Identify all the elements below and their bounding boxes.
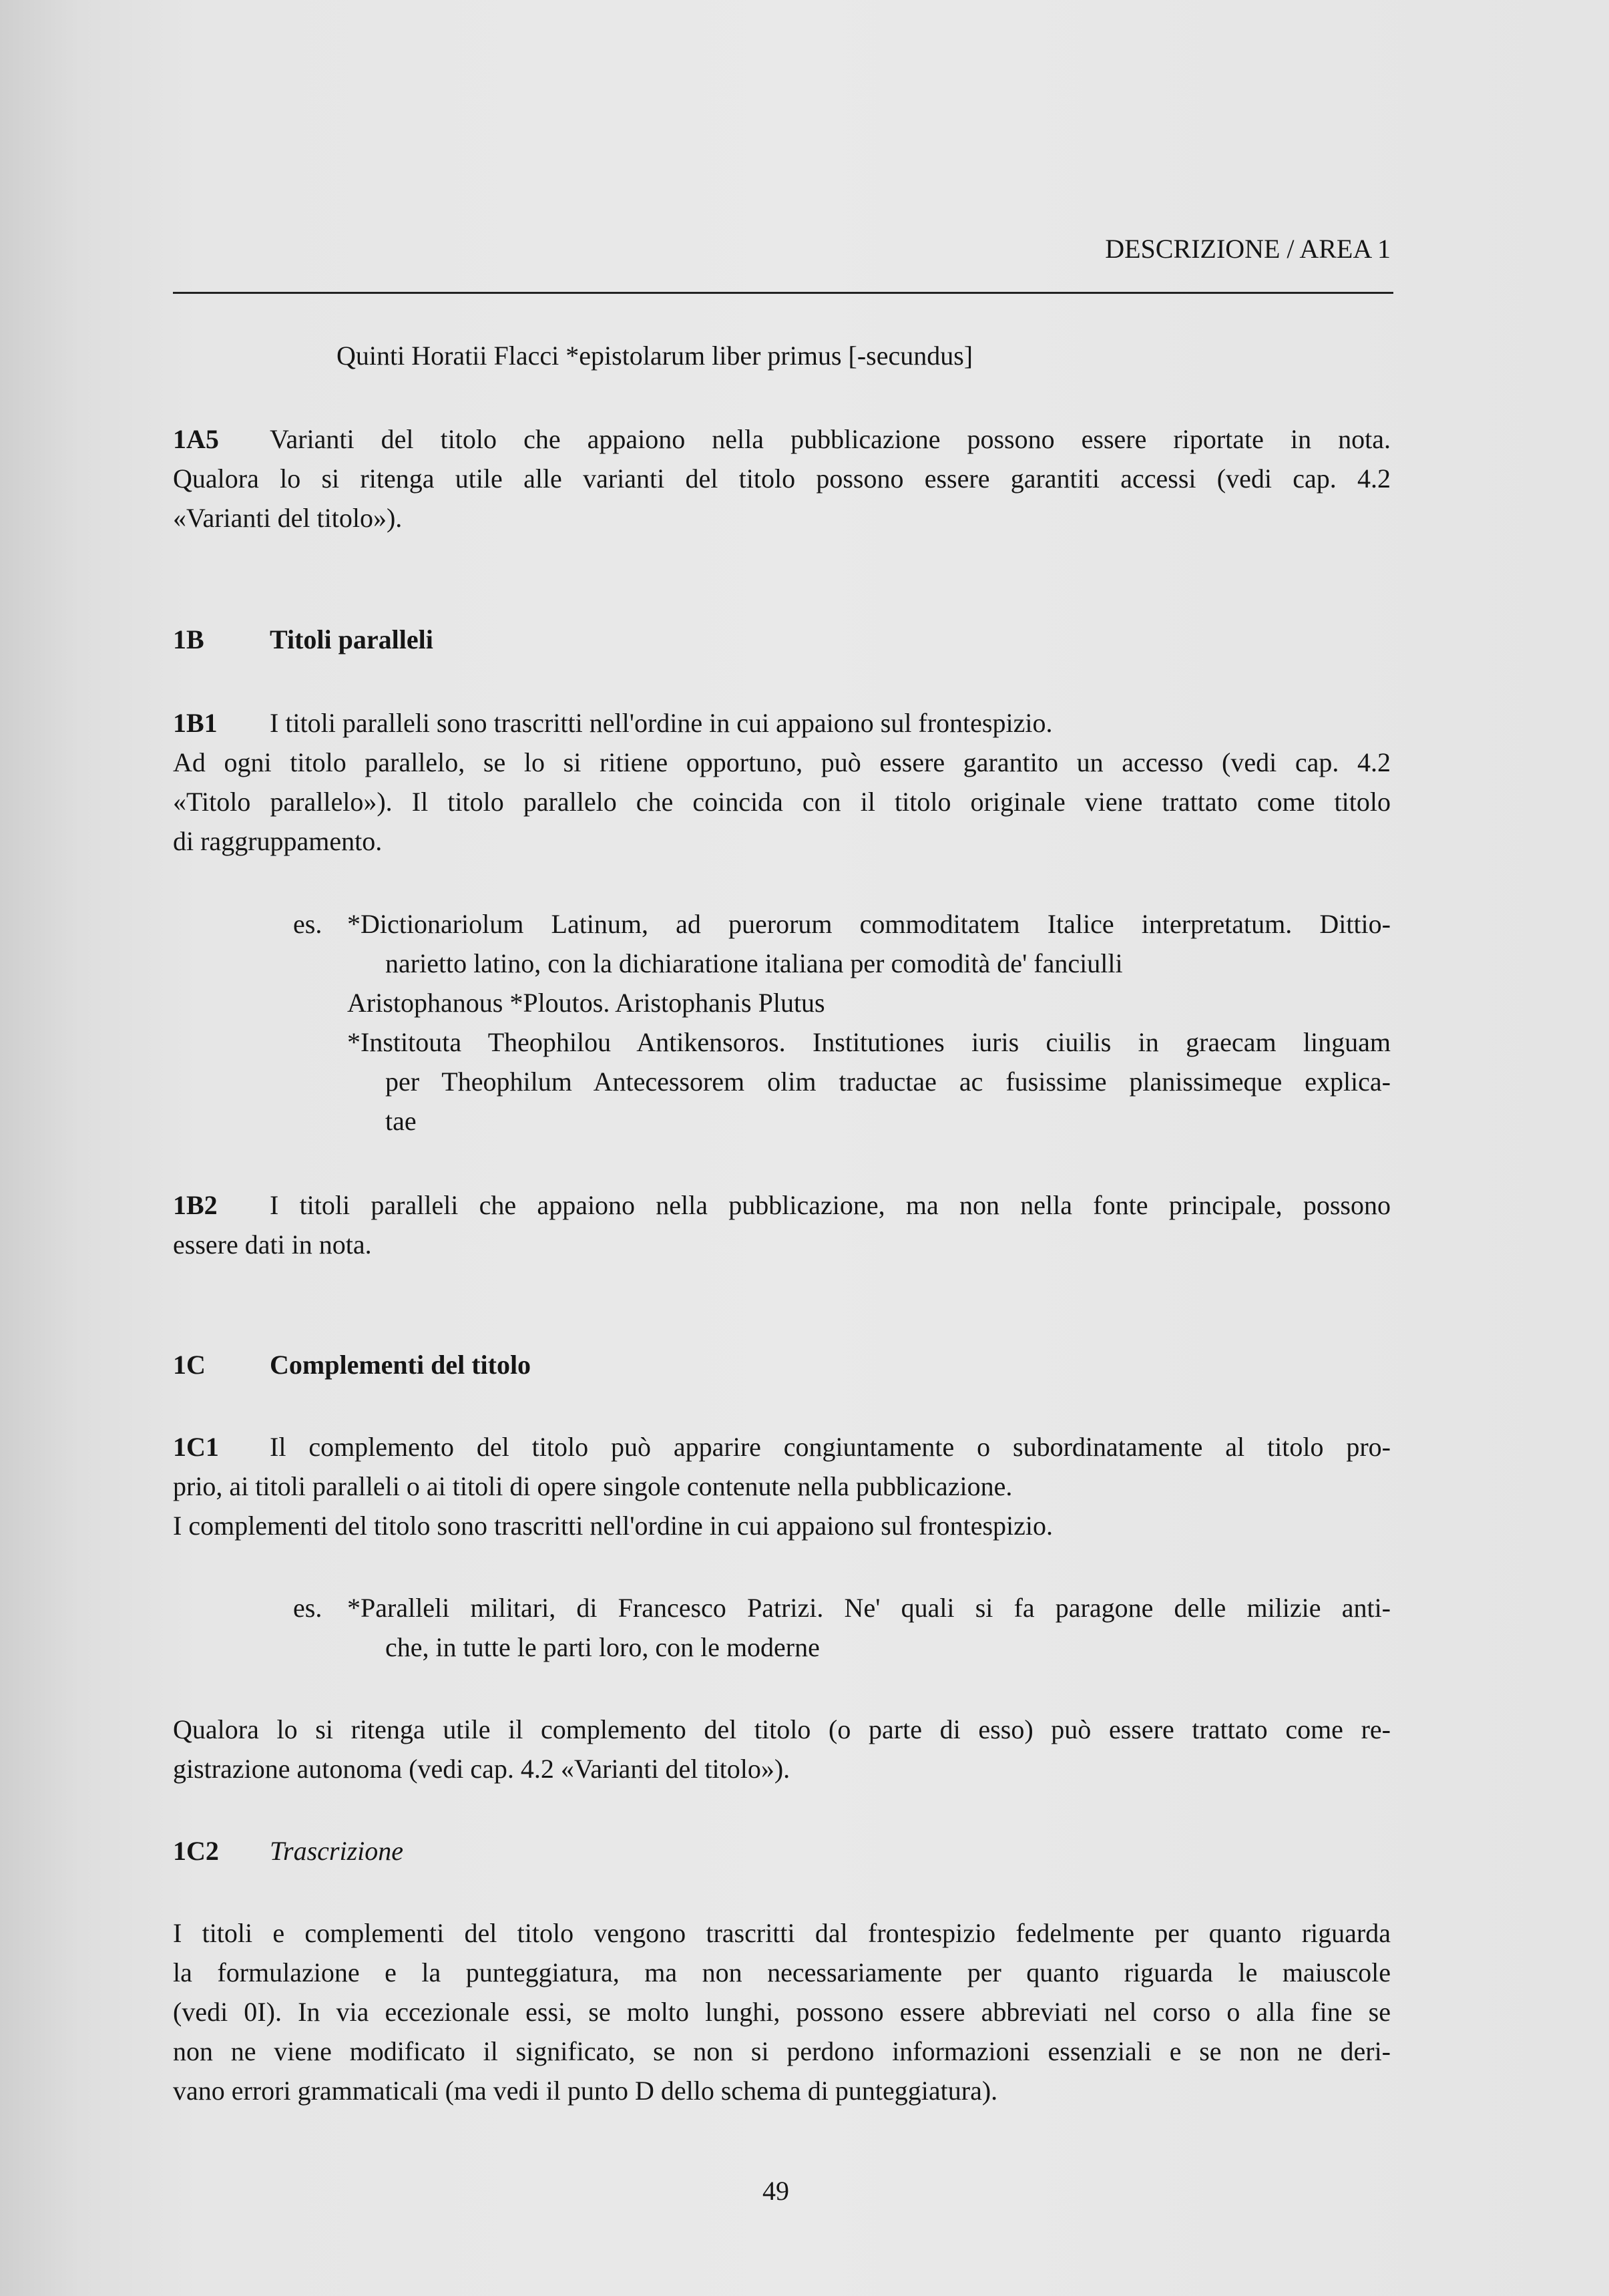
subsection-heading: Trascrizione <box>270 1836 404 1866</box>
paragraph-line: I titoli e complementi del titolo vengono trascritti dal frontespizio fedelmente per quanto riguarda <box>173 1918 1391 1948</box>
paragraph-line: «Varianti del titolo»). <box>173 503 403 533</box>
section-label-1c2: 1C2 <box>173 1836 219 1866</box>
example-label: es. <box>293 1593 322 1623</box>
paragraph-line: di raggruppamento. <box>173 826 383 856</box>
example-line: *Paralleli militari, di Francesco Patrizi. Ne' quali si fa paragone delle milizie anti- <box>347 1593 1391 1623</box>
paragraph-line: la formulazione e la punteggiatura, ma non necessariamente per quanto riguarda le maiuscole <box>173 1957 1391 1987</box>
paragraph-line: essere dati in nota. <box>173 1229 372 1260</box>
paragraph-line: Ad ogni titolo parallelo, se lo si ritiene opportuno, può essere garantito un accesso (vedi cap. 4.2 <box>173 747 1391 777</box>
paragraph-line: Qualora lo si ritenga utile alle varianti del titolo possono essere garantiti accessi (vedi cap. 4.2 <box>173 463 1391 494</box>
section-label-1b: 1B <box>173 624 204 654</box>
paragraph-line: Qualora lo si ritenga utile il complemento del titolo (o parte di esso) può essere trattato come re- <box>173 1714 1391 1744</box>
paragraph-line: non ne viene modificato il significato, se non si perdono informazioni essenziali e se non ne deri- <box>173 2036 1391 2066</box>
paragraph-line: Varianti del titolo che appaiono nella pubblicazione possono essere riportate in nota. <box>270 424 1391 454</box>
example-line: *Dictionariolum Latinum, ad puerorum commoditatem Italice interpretatum. Dittio- <box>347 909 1391 939</box>
example-line: narietto latino, con la dichiaratione italiana per comodità de' fanciulli <box>385 948 1123 978</box>
paragraph-line: vano errori grammaticali (ma vedi il punto D dello schema di punteggiatura). <box>173 2076 998 2106</box>
paragraph-line: prio, ai titoli paralleli o ai titoli di opere singole contenute nella pubblicazione. <box>173 1471 1013 1501</box>
section-label-1a5: 1A5 <box>173 424 219 454</box>
example-line: per Theophilum Antecessorem olim traductae ac fusissime planissimeque explica- <box>385 1067 1391 1097</box>
example-label: es. <box>293 909 322 939</box>
paragraph-line: I titoli paralleli sono trascritti nell'ordine in cui appaiono sul frontespizio. <box>270 708 1053 738</box>
section-label-1c: 1C <box>173 1350 206 1380</box>
page-number: 49 <box>762 2176 789 2206</box>
example-line: tae <box>385 1106 417 1136</box>
section-label-1c1: 1C1 <box>173 1432 219 1462</box>
paragraph-line: I complementi del titolo sono trascritti nell'ordine in cui appaiono sul frontespizio. <box>173 1511 1054 1541</box>
paragraph-line: (vedi 0I). In via eccezionale essi, se molto lunghi, possono essere abbreviati nel corso o alla fine se <box>173 1997 1391 2027</box>
example-line: Aristophanous *Ploutos. Aristophanis Plutus <box>347 988 825 1018</box>
example-title: Quinti Horatii Flacci *epistolarum liber primus [-secundus] <box>336 341 973 371</box>
paragraph-line: «Titolo parallelo»). Il titolo parallelo che coincida con il titolo originale viene trattato come titolo <box>173 787 1391 817</box>
example-line: che, in tutte le parti loro, con le moderne <box>385 1632 820 1662</box>
header-rule <box>173 292 1393 294</box>
section-heading: Complementi del titolo <box>270 1350 531 1380</box>
section-label-1b1: 1B1 <box>173 708 218 738</box>
running-header: DESCRIZIONE / AREA 1 <box>1105 234 1391 264</box>
section-heading: Titoli paralleli <box>270 624 433 654</box>
paragraph-line: Il complemento del titolo può apparire congiuntamente o subordinatamente al titolo pro- <box>270 1432 1391 1462</box>
example-line: *Institouta Theophilou Antikensoros. Institutiones iuris ciuilis in graecam linguam <box>347 1027 1391 1057</box>
paragraph-line: I titoli paralleli che appaiono nella pubblicazione, ma non nella fonte principale, possono <box>270 1190 1391 1220</box>
paragraph-line: gistrazione autonoma (vedi cap. 4.2 «Varianti del titolo»). <box>173 1754 790 1784</box>
section-label-1b2: 1B2 <box>173 1190 218 1220</box>
